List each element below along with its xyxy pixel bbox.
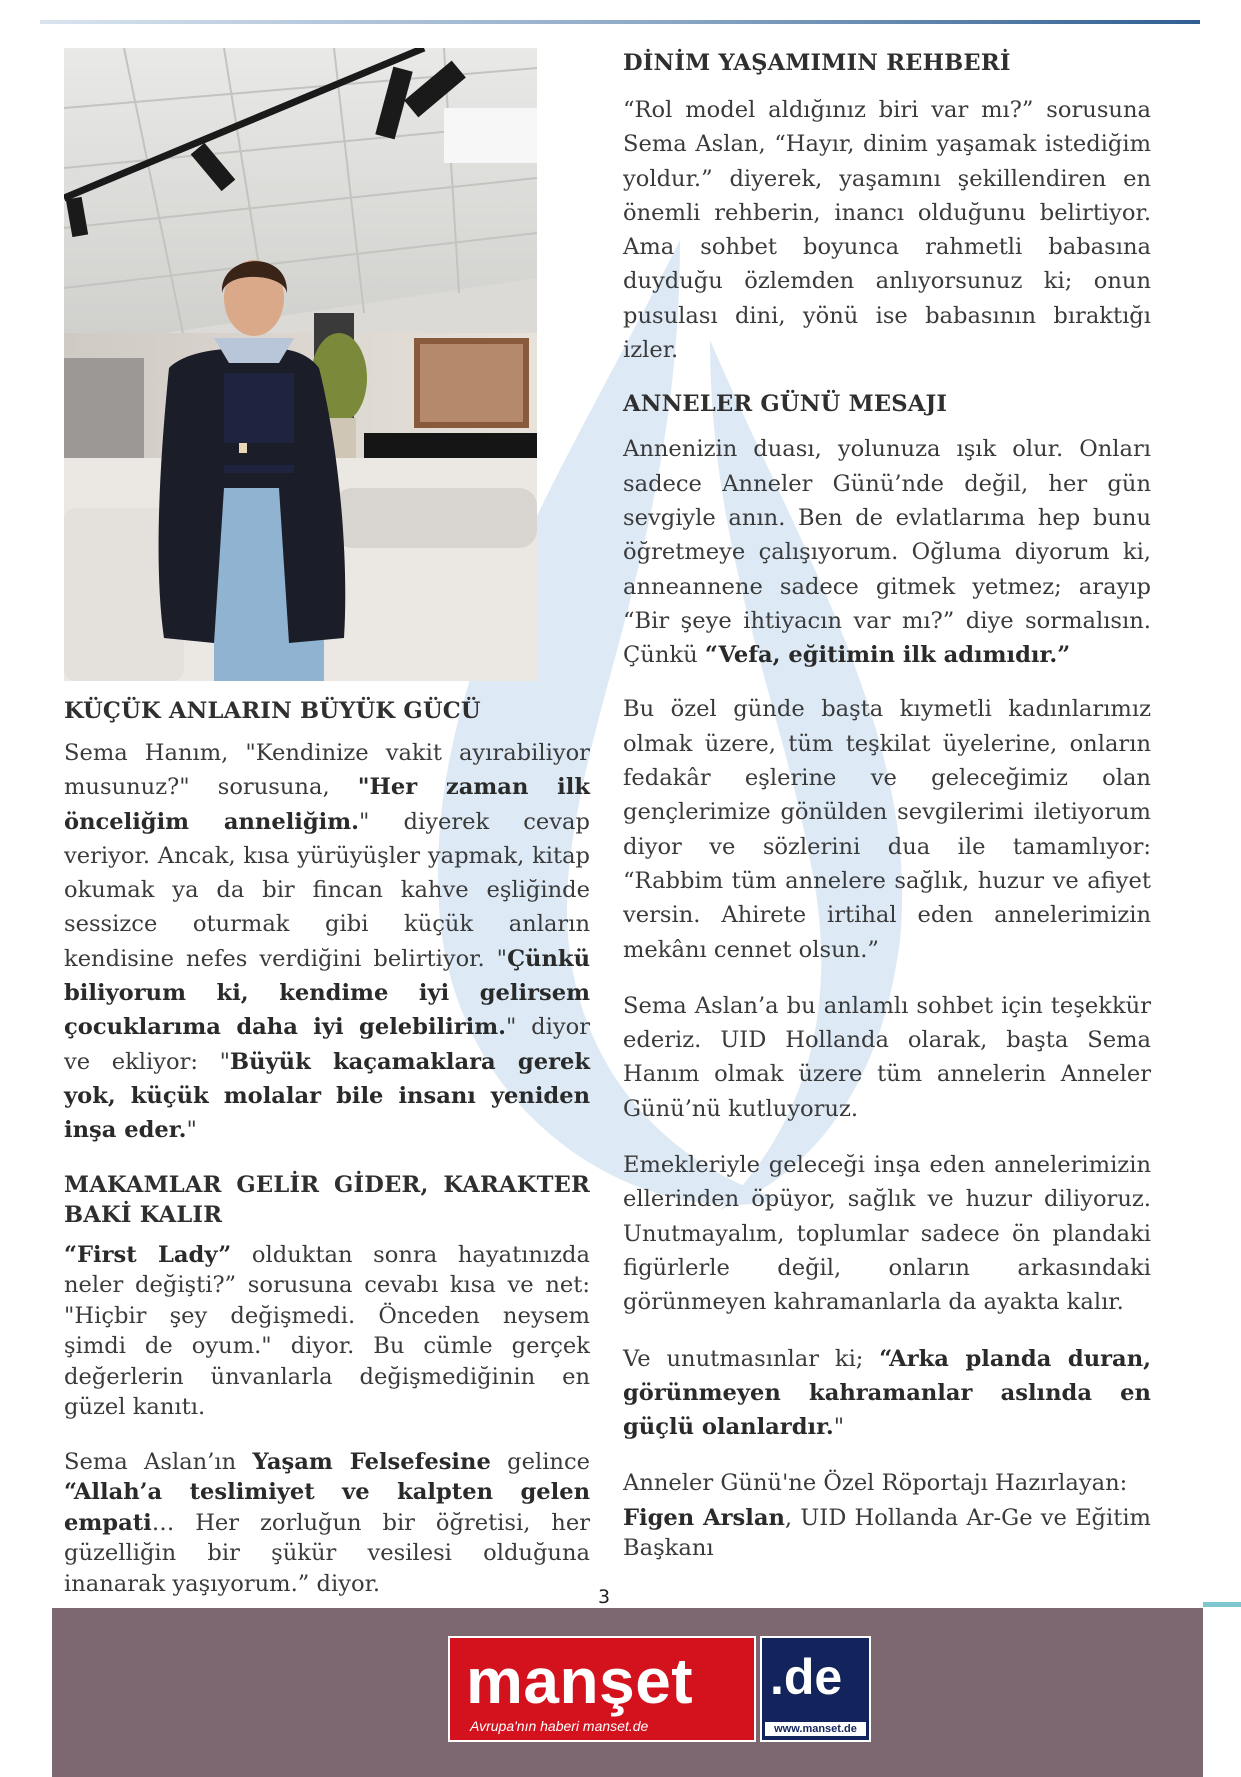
bold-fragment: “Allah’a teslimiyet ve kalpten gelen empati: [64, 1479, 590, 1536]
heading-religion-guide: DİNİM YAŞAMIMIN REHBERİ: [623, 50, 1011, 76]
right-column: [623, 48, 1151, 1563]
logo-red-block: [448, 1636, 756, 1742]
logo-tagline: Avrupa'nın haberi manset.de: [470, 1718, 649, 1734]
text-fragment: olduktan sonra hayatınızda neler değişti?” sorusuna cevabı kısa ve net: "Hiçbir şey değişmedi. Önceden neysem şimdi de oyum." diyor. Bu cümle gerçek değerlerin ünvanlarla değişmediğinin en güzel kanıtı.: [64, 1241, 590, 1421]
text-fragment: Annenizin duası, yolunuza ışık olur. Onları sadece Anneler Günü’nde değil, her gün sevgiyle anın. Ben de evlatlarıma hep bunu öğretmeye çalışıyorum. Oğluma diyorum ki, anneannene sadece gitmek yetmez; arayıp “Bir şeye ihtiyacın var mı?” diye sormalısın. Çünkü: [623, 436, 1151, 669]
bold-fragment: “Arka planda duran, görünmeyen kahramanlar aslında en güçlü olanlardır.: [623, 1345, 1151, 1441]
paragraph-first-lady: [64, 1240, 590, 1423]
teal-accent: [1203, 1602, 1241, 1607]
bold-fragment: Büyük kaçamaklara gerek yok, küçük molalar bile insanı yeniden inşa eder.: [64, 1048, 591, 1144]
bold-fragment: Çünkü biliyorum ki, kendime iyi gelirsem çocuklarıma daha iyi gelebilirim.: [64, 945, 590, 1041]
paragraph-small-moments: [64, 736, 590, 1148]
credit-line: Anneler Günü'ne Özel Röportajı Hazırlayan:: [623, 1470, 1128, 1497]
paragraph-life-philosophy: [64, 1447, 590, 1600]
credit-role: , UID Hollanda Ar-Ge ve Eğitim Başkanı: [623, 1504, 1151, 1561]
paragraph-hands: Emekleriyle geleceği inşa eden annelerimizin ellerinden öpüyor, sağlık ve huzur diliyoruz. Unutmayalım, toplumlar sadece ön plandaki figürlerle değil, onların arkasındaki görünmeyen kahramanlarla da ayakta kalır.: [623, 1152, 1151, 1316]
paragraph-final-quote: [623, 1342, 1151, 1445]
text-fragment: " diyor ve ekliyor: ": [64, 1014, 590, 1075]
logo-url: www.manset.de: [765, 1722, 866, 1736]
text-fragment: ": [833, 1414, 845, 1441]
paragraph-mothers-prayer: [623, 432, 1151, 672]
text-fragment: gelince: [490, 1448, 591, 1475]
text-fragment: Sema Aslan’ın: [64, 1448, 253, 1475]
paragraph-special-day: Bu özel günde başta kıymetli kadınlarımız olmak üzere, tüm teşkilat üyelerine, onların fedakâr eşlerine ve geleceğimiz olan gençlerimize gönülden sevgilerimi iletiyorum diyor ve sözlerini dua ile tamamlıyor: “Rabbim tüm annelere sağlık, huzur ve afiyet versin. Ahirete irtihal eden annelerimizin mekânı cennet olsun.”: [623, 696, 1151, 963]
paragraph-thanks: Sema Aslan’a bu anlamlı sohbet için teşekkür ederiz. UID Hollanda olarak, başta Sema Hanım olmak üzere tüm annelerin Anneler Günü’nü kutluyoruz.: [623, 992, 1151, 1122]
text-fragment: " diyerek cevap veriyor. Ancak, kısa yürüyüşler yapmak, kitap okumak ya da bir fincan kahve eşliğinde sessizce oturmak gibi küçük anların kendisine nefes verdiğini belirtiyor. ": [64, 808, 590, 972]
heading-positions: MAKAMLAR GELİR GİDER, KARAKTER BAKİ KALIR: [64, 1171, 590, 1228]
logo-navy-block: [760, 1636, 871, 1742]
bold-fragment: “First Lady”: [64, 1241, 232, 1268]
credit-author: [623, 1503, 1151, 1563]
bold-fragment: “Vefa, eğitimin ilk adımıdır.”: [704, 642, 1071, 669]
bold-fragment: "Her zaman ilk önceliğim anneliğim.: [64, 774, 590, 835]
heading-small-moments: KÜÇÜK ANLARIN BÜYÜK GÜCÜ: [64, 698, 481, 724]
manset-logo[interactable]: [448, 1636, 871, 1742]
text-fragment: Sema Hanım, "Kendinize vakit ayırabiliyor musunuz?" sorusuna,: [64, 740, 590, 801]
page-number: 3: [598, 1586, 611, 1608]
heading-mothers-day-message: ANNELER GÜNÜ MESAJI: [623, 391, 948, 418]
paragraph-role-model: “Rol model aldığınız biri var mı?” sorusuna Sema Aslan, “Hayır, dinim yaşamak istediğim yoldur.” diyerek, yaşamını şekillendiren en önemli rehberin, inancı olduğunu belirtiyor. Ama sohbet boyunca rahmetli babasına duyduğu özlemden anlıyorsunuz ki; onun pusulası dini, yönü ise babasının bıraktığı izler.: [623, 97, 1151, 364]
left-column: [64, 696, 590, 1599]
portrait-photo: [64, 48, 537, 681]
bold-fragment: Yaşam Felsefesine: [252, 1448, 491, 1475]
text-fragment: … Her zorluğun bir öğretisi, her güzelliğin bir şükür vesilesi olduğuna inanarak yaşıyorum.” diyor.: [64, 1509, 590, 1597]
text-fragment: ": [186, 1117, 197, 1144]
logo-wordmark: manşet: [466, 1645, 694, 1717]
logo-de-text: .de: [770, 1649, 843, 1705]
credit-name: Figen Arslan: [623, 1504, 785, 1531]
text-fragment: Ve unutmasınlar ki;: [623, 1345, 880, 1372]
top-rule: [40, 20, 1200, 24]
